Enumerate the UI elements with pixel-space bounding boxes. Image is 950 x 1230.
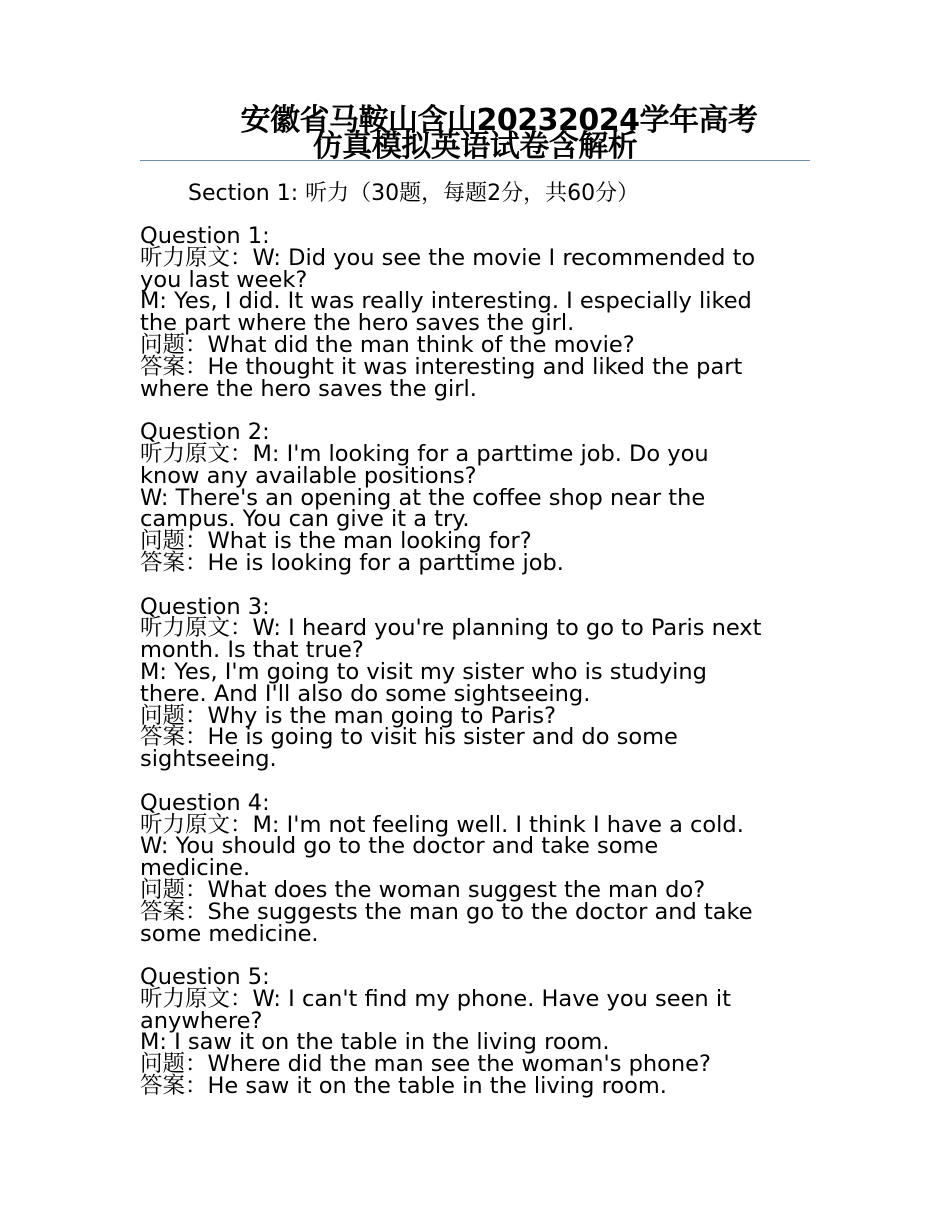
- question-text-line: 听力原文：M: I'm not feeling well. I think I have a cold.: [140, 811, 744, 838]
- question-text-line: 答案：He is going to visit his sister and do some: [140, 724, 678, 751]
- question-text-line: 问题：What does the woman suggest the man do?: [140, 876, 706, 903]
- question-text-line: M: I saw it on the table in the living room.: [140, 1029, 610, 1056]
- question-text-line: 听力原文：M: I'm looking for a parttime job. Do you: [140, 440, 709, 467]
- question-text-line: the part where the hero saves the girl.: [140, 310, 575, 337]
- document-title: [140, 103, 810, 164]
- question-label: Question 4:: [140, 789, 270, 816]
- question-text-line: some medicine.: [140, 920, 319, 947]
- question-text-line: know any available positions?: [140, 462, 477, 489]
- question-label: Question 5:: [140, 964, 270, 991]
- question-text-line: W: There's an opening at the coffee shop near the: [140, 484, 706, 511]
- question-block: [140, 419, 810, 576]
- question-block: [140, 789, 810, 947]
- question-label: Question 3:: [140, 593, 270, 620]
- question-text-line: 答案：He saw it on the table in the living room.: [140, 1073, 667, 1100]
- question-text-line: campus. You can give it a try.: [140, 506, 470, 533]
- title-underline-divider: [140, 160, 810, 161]
- question-block: [140, 964, 810, 1100]
- question-text-line: you last week?: [140, 266, 308, 293]
- question-text-line: W: You should go to the doctor and take some: [140, 833, 659, 860]
- question-text-line: anywhere?: [140, 1007, 263, 1034]
- question-text-line: there. And I'll also do some sightseeing.: [140, 680, 591, 707]
- question-text-line: sightseeing.: [140, 746, 277, 773]
- question-text-line: M: Yes, I'm going to visit my sister who is studying: [140, 658, 707, 685]
- question-text-line: 问题：What did the man think of the movie?: [140, 331, 635, 358]
- question-text-line: 听力原文：W: I heard you're planning to go to Paris next: [140, 615, 762, 642]
- question-label: Question 1:: [140, 223, 270, 249]
- question-text-line: where the hero saves the girl.: [140, 375, 477, 402]
- question-text-line: 听力原文：W: I can't find my phone. Have you seen it: [140, 985, 731, 1012]
- question-text-line: 答案：He thought it was interesting and liked the part: [140, 353, 743, 380]
- questions-list: [140, 223, 810, 1120]
- question-text-line: 答案：He is looking for a parttime job.: [140, 549, 564, 576]
- question-text-line: 问题：Why is the man going to Paris?: [140, 702, 557, 729]
- question-text-line: 答案：She suggests the man go to the doctor and take: [140, 898, 753, 925]
- question-label: Question 2:: [140, 419, 270, 446]
- question-block: [140, 223, 810, 402]
- question-text-line: M: Yes, I did. It was really interesting. I especially liked: [140, 288, 752, 315]
- document-title-line-1: 安徽省马鞍山含山20232024学年高考: [240, 103, 758, 138]
- section-heading: Section 1: 听力（30题，每题2分，共60分）: [188, 181, 640, 206]
- document-title-line-2: 仿真模拟英语试卷含解析: [312, 129, 638, 164]
- question-text-line: 问题：Where did the man see the woman's phone?: [140, 1051, 711, 1078]
- question-text-line: 听力原文：W: Did you see the movie I recommended to: [140, 244, 756, 271]
- question-text-line: medicine.: [140, 855, 251, 882]
- question-text-line: 问题：What is the man looking for?: [140, 528, 532, 555]
- question-text-line: month. Is that true?: [140, 637, 364, 664]
- question-block: [140, 593, 810, 773]
